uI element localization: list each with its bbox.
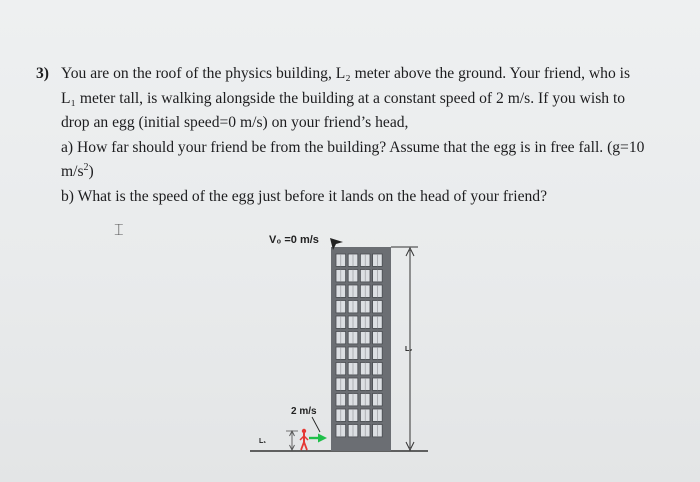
part-b-line: b) What is the speed of the egg just before it lands on the head of your friend? — [61, 187, 548, 205]
velocity-arrow-head-icon — [318, 434, 327, 443]
speed-label: 2 m/s — [291, 406, 317, 417]
problem-line-1: 3) You are on the roof of the physics building, L₂ meter above the ground. Your friend, who is — [36, 62, 666, 87]
friend-person-icon — [300, 429, 308, 450]
v0-label: V₀ =0 m/s — [269, 234, 319, 246]
text-cursor-icon: ⌶ — [114, 220, 124, 239]
l2-label: L₂ — [405, 346, 413, 353]
speed-pointer-line — [312, 417, 320, 432]
part-a-line-2: $m/s^2$) — [61, 161, 94, 180]
l1-label: L₁ — [259, 438, 267, 445]
problem-line-2: L₁ meter tall, is walking alongside the building at a constant speed of 2 m/s. If you wish to — [61, 89, 626, 107]
part-a-line-1: a) How far should your friend be from the building? Assume that the egg is in free fall. (g=10 — [61, 138, 645, 156]
problem-number: 3) — [36, 65, 49, 82]
problem-line-3: drop an egg (initial speed=0 m/s) on your friend’s head, — [61, 114, 409, 131]
